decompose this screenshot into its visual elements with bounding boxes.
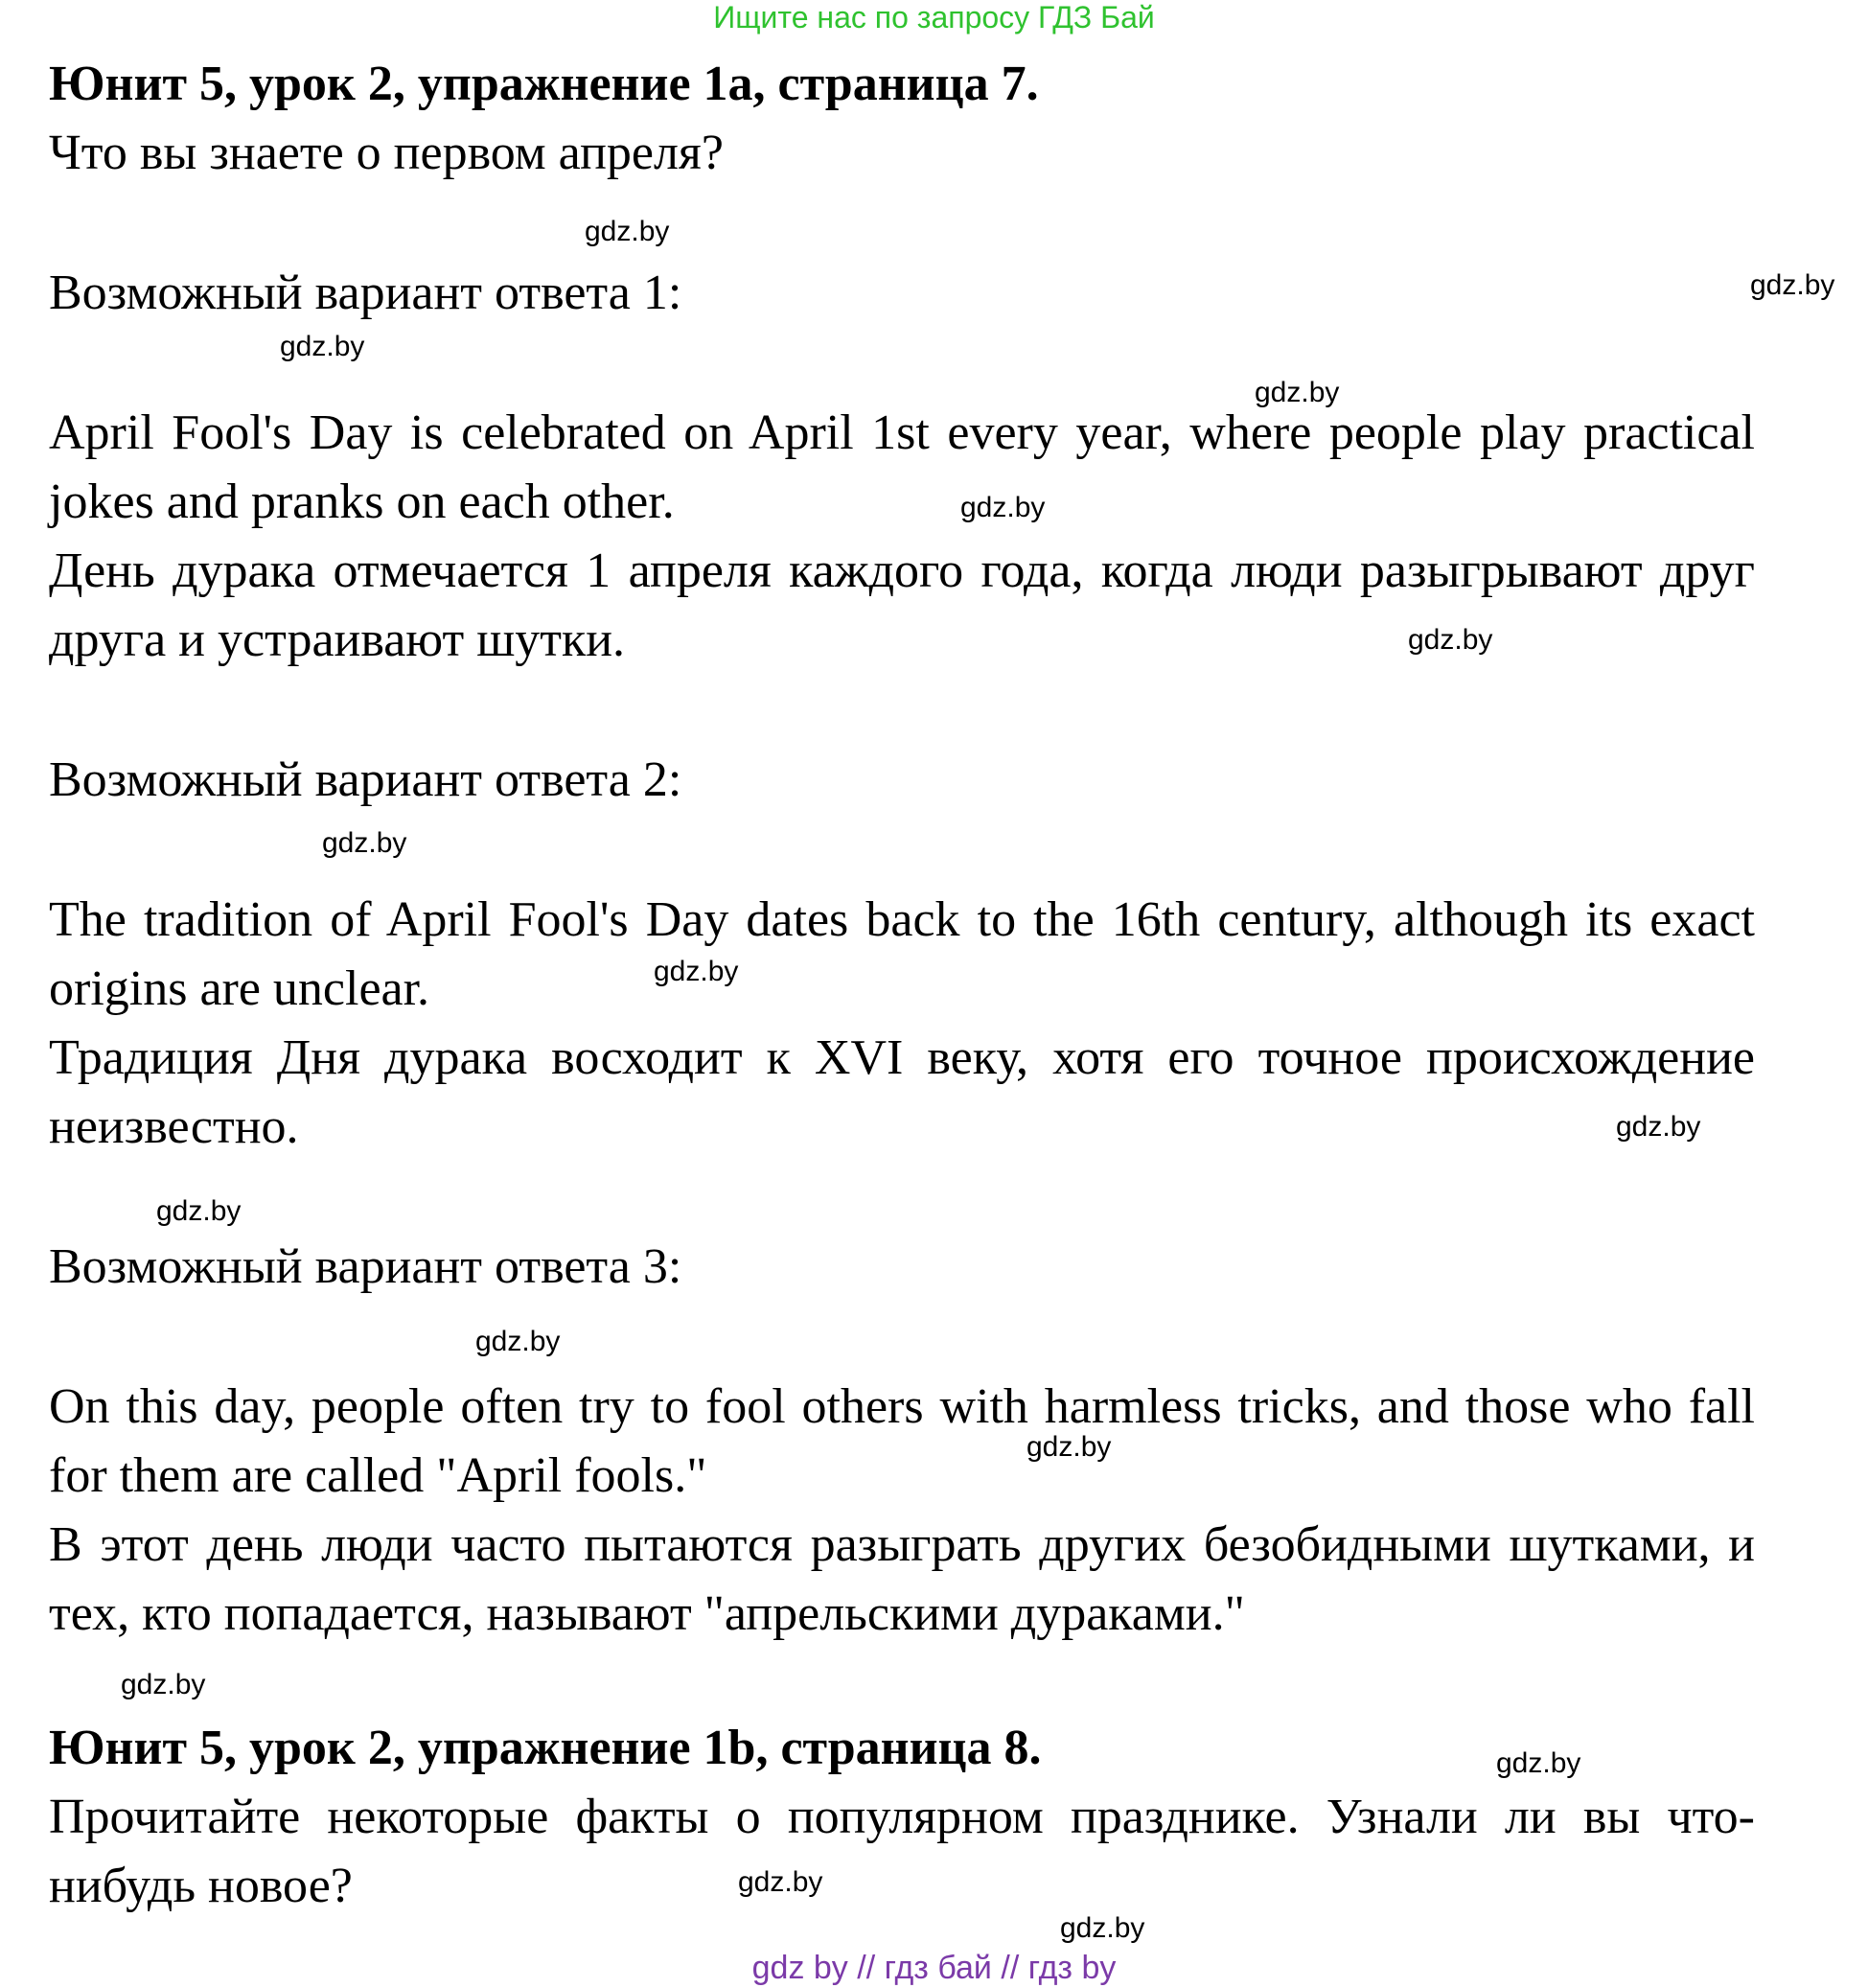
answer-3-english: On this day, people often try to fool others with harmless tricks, and those who fall for them are called "April fools." (49, 1379, 1755, 1503)
watermark: gdz.by (960, 492, 1046, 523)
watermark: gdz.by (1496, 1747, 1581, 1779)
watermark: gdz.by (1026, 1431, 1112, 1463)
answer-3-russian: В этот день люди часто пытаются разыграть других безобидными шутками, и тех, кто попадается, называют "апрельскими дураками." (49, 1517, 1755, 1641)
answer-2-english: The tradition of April Fool's Day dates back to the 16th century, although its exact origins are unclear. (49, 892, 1755, 1016)
footer-links: gdz by // гдз бай // гдз by (751, 1950, 1117, 1986)
watermark: gdz.by (475, 1326, 561, 1357)
watermark: gdz.by (280, 331, 365, 362)
watermark: gdz.by (1750, 269, 1835, 301)
answer-1-english: April Fool's Day is celebrated on April 1st every year, where people play practical jokes and pranks on each other. (49, 405, 1755, 529)
top-banner: Ищите нас по запросу ГДЗ Бай (713, 0, 1155, 35)
watermark: gdz.by (1255, 377, 1340, 408)
answer-3-label: Возможный вариант ответа 3: (49, 1239, 682, 1294)
exercise-1b-question: Прочитайте некоторые факты о популярном празднике. Узнали ли вы что-нибудь новое? (49, 1790, 1755, 1913)
answer-1-russian: День дурака отмечается 1 апреля каждого года, когда люди разыгрывают друг друга и устраивают шутки. (49, 543, 1755, 667)
answer-2-russian: Традиция Дня дурака восходит к XVI веку, хотя его точное происхождение неизвестно. (49, 1030, 1755, 1154)
watermark: gdz.by (738, 1866, 823, 1898)
watermark: gdz.by (121, 1669, 206, 1700)
exercise-1b-heading: Юнит 5, урок 2, упражнение 1b, страница 8. (49, 1721, 1042, 1775)
watermark: gdz.by (1616, 1111, 1701, 1143)
answer-1-label: Возможный вариант ответа 1: (49, 266, 682, 320)
answer-2-label: Возможный вариант ответа 2: (49, 752, 682, 807)
watermark: gdz.by (654, 956, 739, 987)
watermark: gdz.by (156, 1195, 242, 1227)
exercise-1a-question: Что вы знаете о первом апреля? (49, 126, 724, 180)
exercise-1a-heading: Юнит 5, урок 2, упражнение 1a, страница 7. (49, 57, 1039, 111)
watermark: gdz.by (585, 216, 670, 247)
watermark: gdz.by (1060, 1912, 1145, 1944)
watermark: gdz.by (322, 827, 407, 859)
watermark: gdz.by (1408, 624, 1493, 656)
